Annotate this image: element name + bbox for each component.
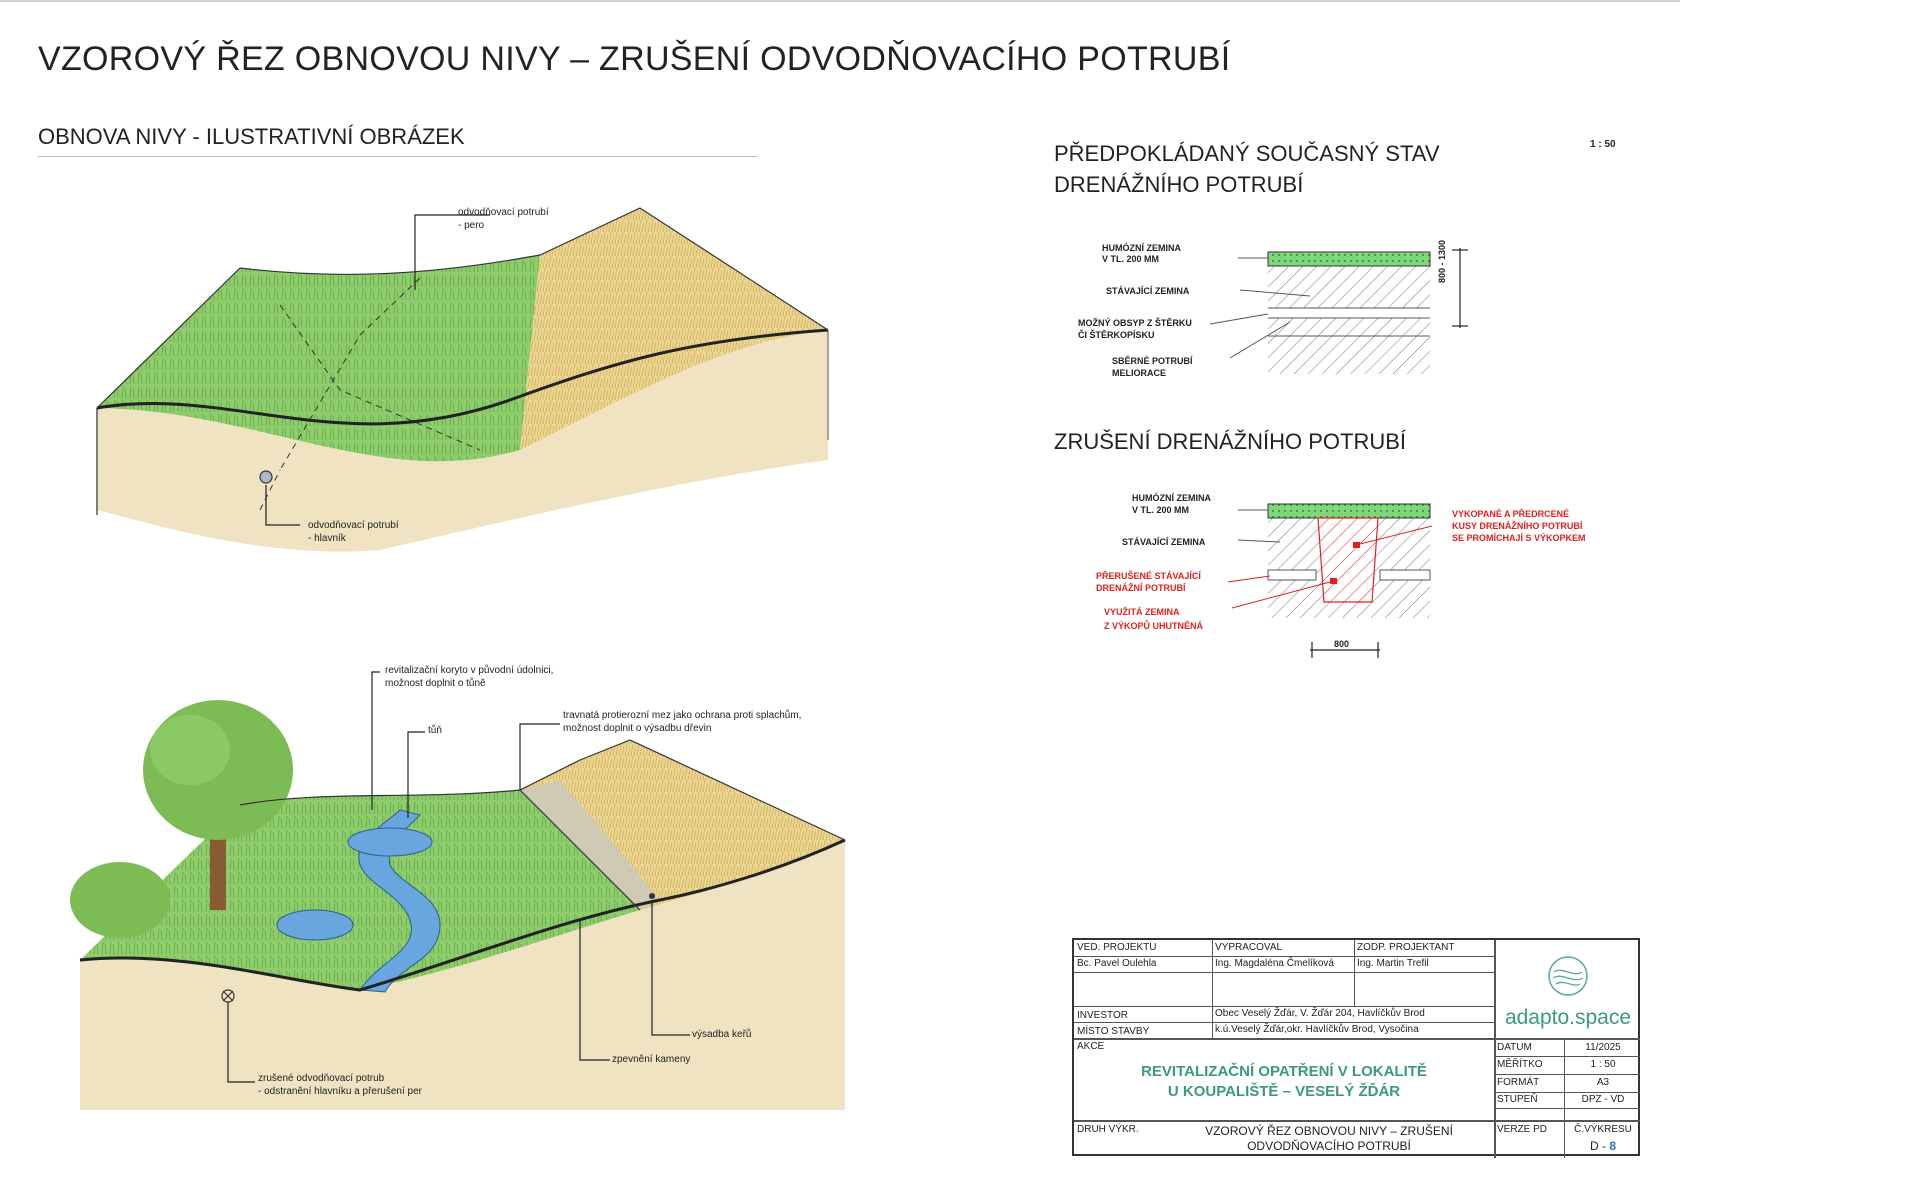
illustration-bottom-floodplain (60, 660, 880, 1120)
cancel-vyuzita-line1: VYUŽITÁ ZEMINA (1104, 607, 1180, 617)
tb-druh-label: DRUH VÝKR. (1077, 1124, 1139, 1135)
tb-akce-label: AKCE (1077, 1041, 1105, 1052)
illustration-subtitle: OBNOVA NIVY - ILUSTRATIVNÍ OBRÁZEK (38, 124, 465, 149)
section-scale: 1 : 50 (1590, 139, 1616, 150)
tb-datum: 11/2025 (1585, 1042, 1621, 1053)
tb-meritko-label: MĚŘÍTKO (1497, 1059, 1543, 1070)
label-hlavnik-line2: - hlavník (308, 533, 346, 544)
tb-druh-line2: ODVODŇOVACÍHO POTRUBÍ (1247, 1139, 1411, 1153)
tb-cislo (1566, 1140, 1640, 1152)
label-pero-line1: odvodňovací potrubí (458, 207, 549, 218)
tb-cislo-num: 8 (1609, 1139, 1617, 1153)
label-kameny: zpevnění kameny (612, 1054, 691, 1065)
tb-investor-label: INVESTOR (1077, 1010, 1128, 1021)
tb-cislo-label: Č.VÝKRESU (1574, 1124, 1632, 1135)
tb-format: A3 (1596, 1077, 1610, 1088)
current-sberne-line1: SBĚRNÉ POTRUBÍ (1112, 356, 1193, 366)
label-zrusene-line1: zrušené odvodňovací potrub (258, 1073, 385, 1084)
title-block (1072, 938, 1640, 1156)
tb-investor: Obec Veselý Žďár, V. Žďár 204, Havlíčkův Brod (1215, 1008, 1425, 1019)
label-tun: tůň (428, 725, 442, 736)
tb-vypracoval: Ing. Magdaléna Čmelíková (1215, 958, 1334, 969)
tb-stupen: DPZ - VD (1581, 1094, 1625, 1105)
current-sberne-line2: MELIORACE (1112, 368, 1166, 378)
label-koryto-line2: možnost doplnit o tůně (385, 678, 486, 689)
current-obsyp-line1: MOŽNÝ OBSYP Z ŠTĚRKU (1078, 318, 1192, 328)
label-hlavnik-line1: odvodňovací potrubí (308, 520, 399, 531)
current-stavajici: STÁVAJÍCÍ ZEMINA (1106, 286, 1190, 296)
tb-verze-label: VERZE PD (1497, 1124, 1548, 1135)
current-dimension: 800 - 1300 (1437, 239, 1447, 283)
tb-ved-projektu-label: VED. PROJEKTU (1077, 942, 1157, 953)
label-mez-line1: travnatá protierozní mez jako ochrana proti splachům, (563, 710, 802, 721)
tb-datum-label: DATUM (1497, 1042, 1532, 1053)
tb-logo-text: adapto.space (1504, 1006, 1632, 1029)
cancel-humus-line1: HUMÓZNÍ ZEMINA (1132, 493, 1211, 503)
tb-meritko: 1 : 50 (1590, 1059, 1616, 1070)
current-obsyp-line2: ČI ŠTĚRKOPÍSKU (1078, 330, 1155, 340)
tb-akce-line1: REVITALIZAČNÍ OPATŘENÍ V LOKALITĚ (1141, 1063, 1427, 1080)
subtitle-underline (38, 156, 758, 157)
tb-misto: k.ú.Veselý Žďár,okr. Havlíčkův Brod, Vysočina (1215, 1024, 1419, 1035)
cancel-dimension: 800 (1334, 639, 1350, 649)
label-kere: výsadba keřů (692, 1029, 752, 1040)
tb-vypracoval-label: VYPRACOVAL (1215, 942, 1283, 953)
label-mez-line2: možnost doplnit o výsadbu dřevin (563, 723, 712, 734)
adapto-logo-icon (1546, 954, 1590, 998)
tb-cislo-prefix: D - (1589, 1139, 1610, 1153)
tb-zodp-label: ZODP. PROJEKTANT (1357, 942, 1455, 953)
cancel-preruseni-line2: DRENÁŽNÍ POTRUBÍ (1096, 583, 1186, 593)
cancel-vykopane-line2: KUSY DRENÁŽNÍHO POTRUBÍ (1452, 521, 1583, 531)
cancel-vyuzita-line2: Z VÝKOPŮ UHUTNĚNÁ (1104, 621, 1204, 631)
cancel-vykopane-line1: VYKOPANÉ A PŘEDRCENÉ (1452, 509, 1570, 519)
tb-druh-line1: VZOROVÝ ŘEZ OBNOVOU NIVY – ZRUŠENÍ (1205, 1124, 1453, 1138)
current-humus-line2: V TL. 200 MM (1102, 254, 1160, 264)
tb-zodp: Ing. Martin Trefil (1357, 958, 1429, 969)
page-title: VZOROVÝ ŘEZ OBNOVOU NIVY – ZRUŠENÍ ODVODŇOVACÍHO POTRUBÍ (38, 40, 1231, 78)
cancel-humus-line2: V TL. 200 MM (1132, 505, 1190, 515)
tb-format-label: FORMÁT (1497, 1077, 1540, 1088)
tb-misto-label: MÍSTO STAVBY (1077, 1026, 1150, 1037)
section-cancel-title: ZRUŠENÍ DRENÁŽNÍHO POTRUBÍ (1054, 429, 1407, 454)
tb-akce-line2: U KOUPALIŠTĚ – VESELÝ ŽĎÁR (1167, 1083, 1401, 1100)
current-humus-line1: HUMÓZNÍ ZEMINA (1102, 243, 1181, 253)
tb-stupen-label: STUPEŇ (1497, 1094, 1538, 1105)
label-zrusene-line2: - odstranění hlavníku a přerušení per (258, 1086, 422, 1097)
tb-ved-projektu: Bc. Pavel Oulehla (1077, 958, 1157, 969)
cancel-preruseni-line1: PŘERUŠENÉ STÁVAJÍCÍ (1096, 571, 1201, 581)
label-pero-line2: - pero (458, 220, 485, 231)
cancel-vykopane-line3: SE PROMÍCHAJÍ S VÝKOPKEM (1452, 533, 1586, 543)
label-koryto-line1: revitalizační koryto v původní údolnici, (385, 665, 554, 676)
section-current-title-line1: PŘEDPOKLÁDANÝ SOUČASNÝ STAV (1054, 141, 1440, 166)
cancel-stavajici: STÁVAJÍCÍ ZEMINA (1122, 537, 1206, 547)
top-border-line (0, 0, 1680, 2)
section-current-title-line2: DRENÁŽNÍHO POTRUBÍ (1054, 172, 1304, 197)
